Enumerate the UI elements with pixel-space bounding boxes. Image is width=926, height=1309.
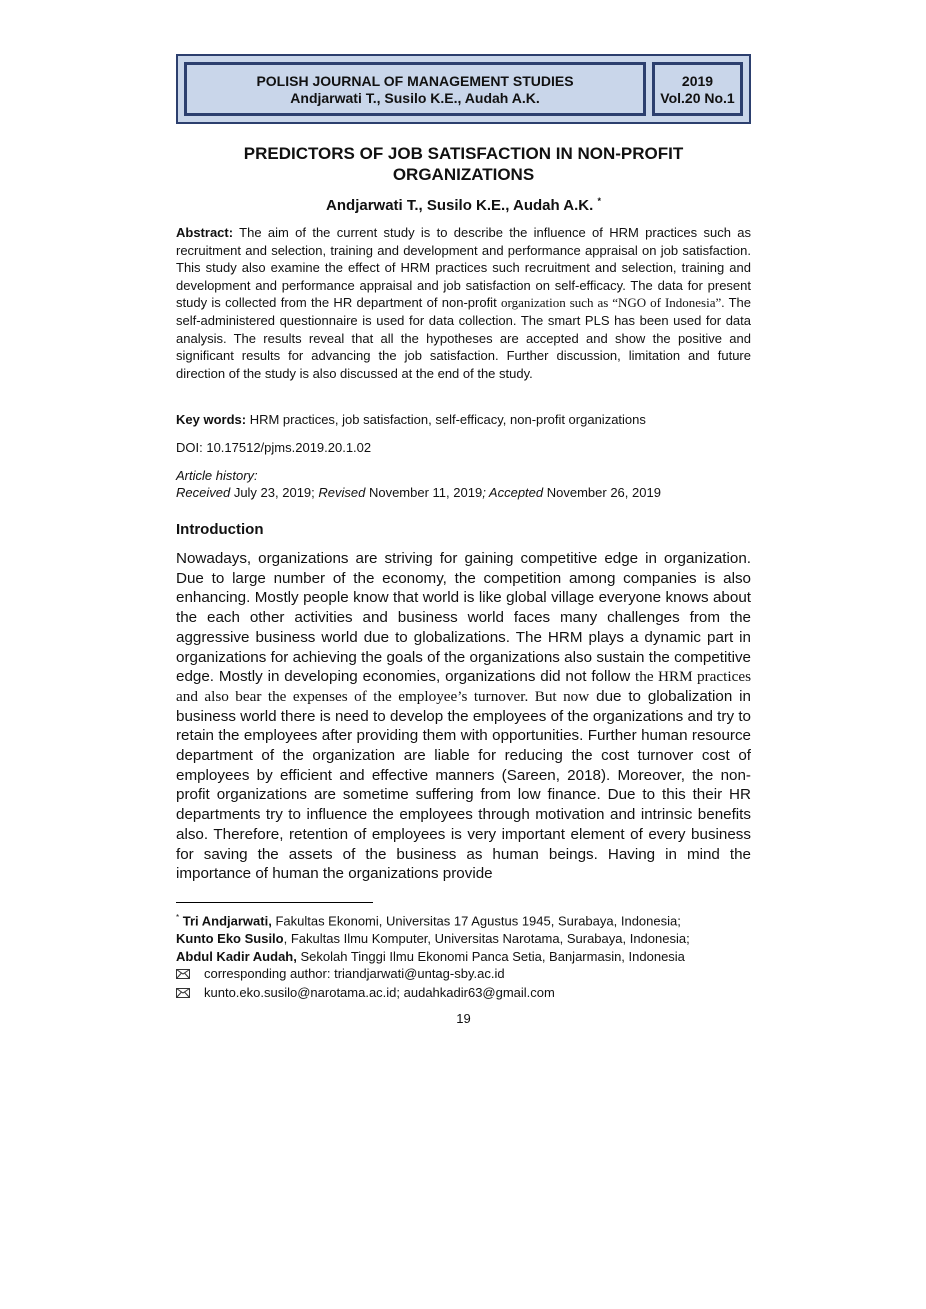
introduction-text: [176, 549, 751, 884]
footnote-author-3: Abdul Kadir Audah,: [176, 949, 297, 965]
footnote-affil-2: , Fakultas Ilmu Komputer, Universitas Narotama, Surabaya, Indonesia;: [283, 931, 690, 947]
revised-label: Revised: [318, 485, 366, 500]
journal-header-title-box: [184, 62, 646, 116]
envelope-icon: [176, 969, 190, 979]
journal-name: POLISH JOURNAL OF MANAGEMENT STUDIES: [256, 73, 574, 89]
footnote-affil-1: Fakultas Ekonomi, Universitas 17 Agustus 1945, Surabaya, Indonesia;: [271, 913, 681, 929]
accepted-label: ; Accepted: [482, 485, 544, 500]
author-list: Andjarwati T., Susilo K.E., Audah A.K.: [326, 197, 594, 214]
revised-date: November 11, 2019: [365, 485, 483, 500]
abstract-label: Abstract:: [176, 225, 234, 240]
keywords: [176, 412, 751, 427]
author-footnote: [176, 909, 751, 966]
footnote-divider: [176, 902, 373, 903]
abstract-text-1: The aim of the current study is to describe the influence of HRM practices such as recruitment and selection, training and development and performance appraisal on job satisfaction. This study also examine the effect of HRM practices such recruitment and selection, training and development and performance appraisal and job satisfaction on self-efficacy. The data for present study is collected from the HR department of non-profit: [176, 225, 751, 311]
header-year: 2019: [681, 73, 714, 89]
journal-header: [176, 54, 751, 124]
paper-title: PREDICTORS OF JOB SATISFACTION IN NON-PROFIT ORGANIZATIONS: [243, 144, 684, 184]
header-authors: Andjarwati T., Susilo K.E., Audah A.K.: [290, 90, 540, 106]
received-label: Received: [176, 485, 231, 500]
author-footnote-mark: *: [597, 196, 601, 206]
abstract-text-2: The self-administered questionnaire is used for data collection. The smart PLS has been used for data analysis. The results reveal that all the hypotheses are accepted and show the positive and significant results for advancing the job satisfaction. Further discussion, limitation and future direction of the study is also discussed at the end of the study.: [176, 295, 751, 381]
intro-text-2: due to globalization in business world there is need to develop the employees of the organizations and try to retain the employees after providing them with opportunities. Further human resource department of the organization are liable for reducing the cost turnover cost of employees by efficient and effective manners (Sareen, 2018). Moreover, the non-profit organizations are sometime suffering from low finance. Due to this their HR departments try to influence the employees through motivation and intrinsic benefits also. Therefore, retention of employees is very important element of every business for saving the assets of the business as human beings. Having in mind the importance of human the organizations provide: [176, 687, 751, 883]
doi: DOI: 10.17512/pjms.2019.20.1.02: [176, 440, 372, 455]
article-history: [176, 467, 751, 501]
intro-text-serif: the HRM practices and also bear the expenses of the employee’s turnover. But now: [176, 668, 751, 705]
keywords-text: HRM practices, job satisfaction, self-efficacy, non-profit organizations: [246, 412, 646, 427]
paper-authors: [176, 196, 751, 214]
corresponding-email-link[interactable]: corresponding author: triandjarwati@untag-sby.ac.id: [204, 966, 505, 981]
footnote-mark: *: [176, 913, 180, 922]
page-number: 19: [456, 1011, 471, 1026]
email-line-2: [176, 984, 751, 1002]
footnote-author-2: Kunto Eko Susilo: [176, 931, 284, 947]
abstract-text-serif: organization such as “NGO of Indonesia”.: [501, 295, 725, 311]
footnote-author-1: Tri Andjarwati,: [179, 913, 272, 929]
envelope-icon: [176, 988, 190, 998]
abstract: [176, 224, 751, 382]
header-volume: Vol.20 No.1: [660, 90, 735, 106]
keywords-label: Key words:: [176, 412, 247, 427]
intro-text-1: Nowadays, organizations are striving for gaining competitive edge in organization. Due to large number of the economy, the competition among companies is also enhancing. Mostly people know that world is like global village everyone knows about the each other activities and business world faces many challenges from the aggressive business world due to globalizations. The HRM plays a dynamic part in organizations for achieving the goals of the organizations also sustain the competitive edge. Mostly in developing economies, organizations did not follow: [176, 550, 751, 686]
introduction-heading: Introduction: [176, 521, 264, 538]
journal-header-issue-box: [652, 62, 743, 116]
history-label: Article history:: [176, 468, 258, 483]
received-date: July 23, 2019;: [230, 485, 319, 500]
coauthor-emails-link[interactable]: kunto.eko.susilo@narotama.ac.id; audahkadir63@gmail.com: [204, 985, 555, 1000]
footnote-affil-3: Sekolah Tinggi Ilmu Ekonomi Panca Setia, Banjarmasin, Indonesia: [296, 949, 685, 965]
accepted-date: November 26, 2019: [543, 485, 661, 500]
email-line-1: [176, 965, 751, 983]
